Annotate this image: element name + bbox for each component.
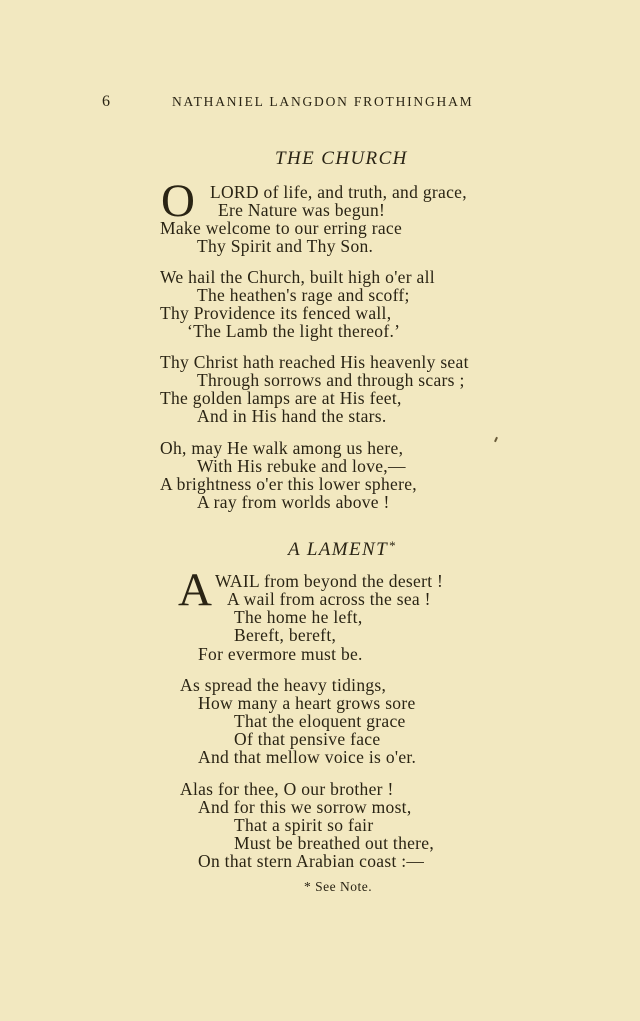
- poem-line: Thy Christ hath reached His heavenly seat: [160, 352, 469, 372]
- poem-line: ‘The Lamb the light thereof.’: [187, 321, 401, 341]
- poem-line: Alas for thee, O our brother !: [180, 779, 394, 799]
- page-header: [0, 93, 640, 115]
- poem-line: With His rebuke and love,—: [197, 456, 406, 476]
- poem-line: LORD of life, and truth, and grace,: [210, 182, 467, 202]
- poem-line: Through sorrows and through scars ;: [197, 370, 465, 390]
- poem-line: The golden lamps are at His feet,: [160, 388, 402, 408]
- poem-line: For evermore must be.: [198, 644, 363, 664]
- poem-line: That the eloquent grace: [234, 711, 406, 731]
- poem-line: Bereft, bereft,: [234, 625, 337, 645]
- poem-line: That a spirit so fair: [234, 815, 374, 835]
- poem-line: As spread the heavy tidings,: [180, 675, 387, 695]
- poem-line: A wail from across the sea !: [227, 589, 431, 609]
- poem-line: A ray from worlds above !: [197, 492, 390, 512]
- drop-cap: A: [178, 564, 212, 616]
- poem-line: Oh, may He walk among us here,: [160, 438, 404, 458]
- poem-line: And that mellow voice is o'er.: [198, 747, 417, 767]
- poem-line: We hail the Church, built high o'er all: [160, 267, 435, 287]
- poem-line: Thy Providence its fenced wall,: [160, 303, 392, 323]
- poem-line: WAIL from beyond the desert !: [215, 571, 444, 591]
- poem-line: The home he left,: [234, 607, 363, 627]
- running-title: NATHANIEL LANGDON FROTHINGHAM: [172, 94, 474, 109]
- poem-line: Thy Spirit and Thy Son.: [197, 236, 374, 256]
- poem-line: Make welcome to our erring race: [160, 218, 403, 238]
- drop-cap: O: [161, 175, 195, 227]
- poem-line: On that stern Arabian coast :—: [198, 851, 425, 871]
- print-mark: [494, 437, 498, 442]
- footnote: * See Note.: [304, 879, 373, 894]
- poem-line: Of that pensive face: [234, 729, 381, 749]
- poem-line: Ere Nature was begun!: [218, 200, 386, 220]
- poem-line: How many a heart grows sore: [198, 693, 416, 713]
- poem-line: The heathen's rage and scoff;: [197, 285, 410, 305]
- poem-line: And for this we sorrow most,: [198, 797, 412, 817]
- page-number: 6: [102, 93, 111, 110]
- poem-title-the-church: THE CHURCH: [275, 148, 408, 169]
- poem-line: A brightness o'er this lower sphere,: [160, 474, 417, 494]
- poem-title-text: A LAMENT: [288, 539, 389, 560]
- footnote-mark: *: [389, 538, 397, 553]
- poem-title-a-lament: [288, 538, 397, 561]
- poem-line: And in His hand the stars.: [197, 406, 387, 426]
- poem-line: Must be breathed out there,: [234, 833, 435, 853]
